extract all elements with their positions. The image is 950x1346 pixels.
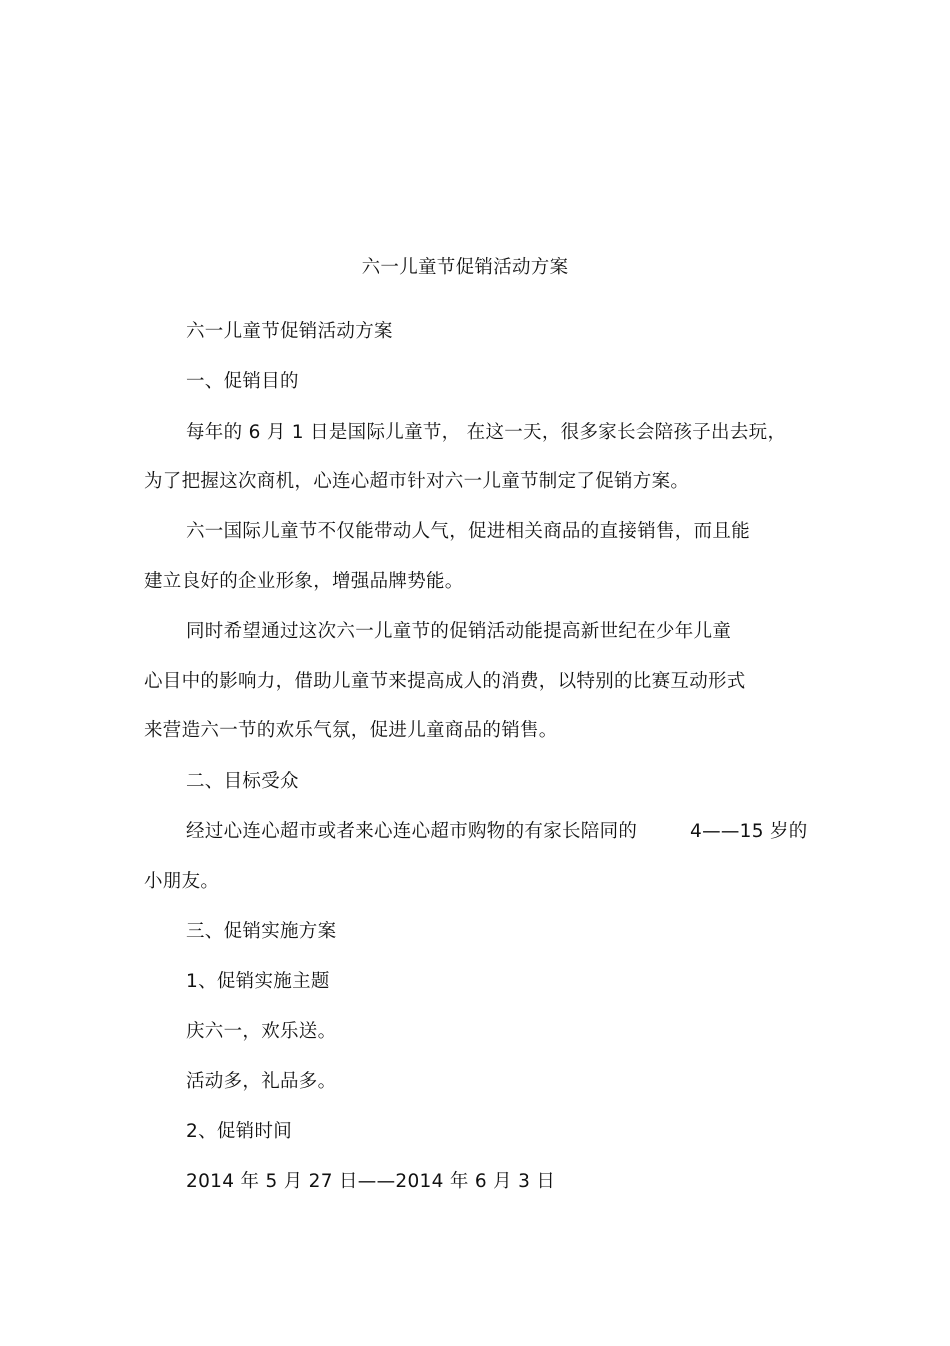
paragraph-line: 六一国际儿童节不仅能带动人气，促进相关商品的直接销售，而且能 bbox=[186, 521, 751, 542]
theme-line: 活动多，礼品多。 bbox=[186, 1071, 337, 1092]
paragraph-line: 经过心连心超市或者来心连心超市购物的有家长陪同的 bbox=[186, 821, 638, 842]
document-title: 六一儿童节促销活动方案 bbox=[361, 257, 569, 278]
paragraph-line: 为了把握这次商机，心连心超市针对六一儿童节制定了促销方案。 bbox=[144, 471, 690, 492]
paragraph-line: 同时希望通过这次六一儿童节的促销活动能提高新世纪在少年儿童 bbox=[186, 621, 732, 642]
paragraph-line: 每年的 6 月 1 日是国际儿童节， 在这一天，很多家长会陪孩子出去玩， bbox=[186, 422, 787, 443]
section-heading: 三、促销实施方案 bbox=[186, 921, 337, 942]
subsection-heading: 2、促销时间 bbox=[186, 1121, 293, 1142]
promotion-dates: 2014 年 5 月 27 日——2014 年 6 月 3 日 bbox=[186, 1171, 556, 1192]
paragraph-line: 小朋友。 bbox=[144, 871, 220, 892]
paragraph-line: 建立良好的企业形象，增强品牌势能。 bbox=[144, 571, 464, 592]
subsection-heading: 1、促销实施主题 bbox=[186, 971, 330, 992]
paragraph-line: 心目中的影响力，借助儿童节来提高成人的消费，以特别的比赛互动形式 bbox=[144, 671, 746, 692]
paragraph-line: 来营造六一节的欢乐气氛，促进儿童商品的销售。 bbox=[144, 720, 558, 741]
section-heading: 一、促销目的 bbox=[186, 371, 299, 392]
theme-line: 庆六一，欢乐送。 bbox=[186, 1021, 337, 1042]
subtitle: 六一儿童节促销活动方案 bbox=[186, 321, 393, 342]
age-range: 4——15 岁的 bbox=[690, 821, 808, 842]
section-heading: 二、目标受众 bbox=[186, 771, 299, 792]
